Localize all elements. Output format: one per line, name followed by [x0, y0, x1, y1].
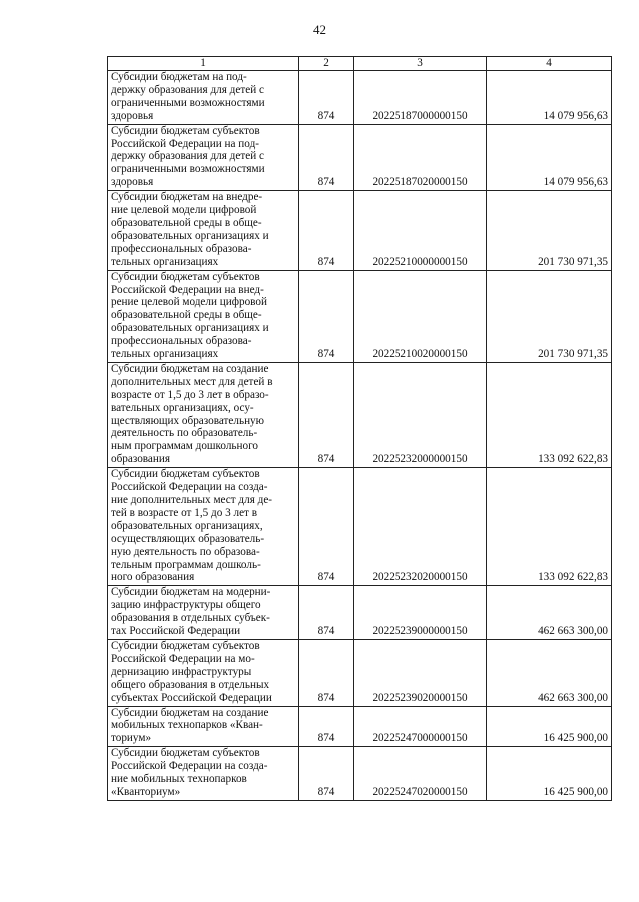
table-row — [108, 270, 612, 362]
budget-table — [107, 56, 612, 801]
table-row — [108, 71, 612, 125]
header-row — [108, 57, 612, 71]
table-body — [108, 71, 612, 801]
kbk-code-cell: 20225232020000150 — [354, 468, 487, 586]
description-cell: Субсидии бюджетам субъектов Российской Федерации на созда- ние дополнительных мест для де- тей в возрасте от 1,5 до 3 лет в образовательных организациях, осуществляющих образователь- ную деятельность по образова- тельным программам дошколь- ного образования — [108, 468, 299, 586]
amount-cell: 133 092 622,83 — [487, 362, 612, 467]
table-row — [108, 706, 612, 747]
table-row — [108, 747, 612, 801]
amount-cell: 462 663 300,00 — [487, 586, 612, 640]
description-cell: Субсидии бюджетам на внедре- ние целевой модели цифровой образовательной среды в обще- образовательных организациях и профессиональных образова- тельных организациях — [108, 191, 299, 270]
kbk-code-cell: 20225247000000150 — [354, 706, 487, 747]
code-cell: 874 — [299, 124, 354, 191]
column-header-3: 3 — [354, 57, 487, 71]
kbk-code-cell: 20225247020000150 — [354, 747, 487, 801]
code-cell: 874 — [299, 639, 354, 706]
kbk-code-cell: 20225210000000150 — [354, 191, 487, 270]
description-cell: Субсидии бюджетам на под- держку образования для детей с ограниченными возможностями здоровья — [108, 71, 299, 125]
kbk-code-cell: 20225187020000150 — [354, 124, 487, 191]
amount-cell: 201 730 971,35 — [487, 191, 612, 270]
table-row — [108, 639, 612, 706]
kbk-code-cell: 20225239000000150 — [354, 586, 487, 640]
amount-cell: 133 092 622,83 — [487, 468, 612, 586]
table-row — [108, 586, 612, 640]
description-cell: Субсидии бюджетам субъектов Российской Федерации на мо- дернизацию инфраструктуры общего образования в отдельных субъектах Российской Федерации — [108, 639, 299, 706]
amount-cell: 16 425 900,00 — [487, 706, 612, 747]
table-row — [108, 468, 612, 586]
amount-cell: 201 730 971,35 — [487, 270, 612, 362]
code-cell: 874 — [299, 270, 354, 362]
kbk-code-cell: 20225239020000150 — [354, 639, 487, 706]
page-number: 42 — [313, 22, 326, 37]
kbk-code-cell: 20225187000000150 — [354, 71, 487, 125]
code-cell: 874 — [299, 191, 354, 270]
amount-cell: 14 079 956,63 — [487, 124, 612, 191]
description-cell: Субсидии бюджетам субъектов Российской Федерации на внед- рение целевой модели цифровой образовательной среды в обще- образовательных организациях и профессиональных образова- тельных организациях — [108, 270, 299, 362]
column-header-4: 4 — [487, 57, 612, 71]
code-cell: 874 — [299, 71, 354, 125]
amount-cell: 462 663 300,00 — [487, 639, 612, 706]
code-cell: 874 — [299, 586, 354, 640]
amount-cell: 16 425 900,00 — [487, 747, 612, 801]
description-cell: Субсидии бюджетам субъектов Российской Федерации на созда- ние мобильных технопарков «Кванториум» — [108, 747, 299, 801]
kbk-code-cell: 20225232000000150 — [354, 362, 487, 467]
column-header-1: 1 — [108, 57, 299, 71]
code-cell: 874 — [299, 706, 354, 747]
code-cell: 874 — [299, 468, 354, 586]
table-row — [108, 124, 612, 191]
table-header — [108, 57, 612, 71]
table-row — [108, 362, 612, 467]
description-cell: Субсидии бюджетам на создание мобильных технопарков «Кван- ториум» — [108, 706, 299, 747]
amount-cell: 14 079 956,63 — [487, 71, 612, 125]
table-row — [108, 191, 612, 270]
code-cell: 874 — [299, 747, 354, 801]
description-cell: Субсидии бюджетам субъектов Российской Федерации на под- держку образования для детей с ограниченными возможностями здоровья — [108, 124, 299, 191]
kbk-code-cell: 20225210020000150 — [354, 270, 487, 362]
code-cell: 874 — [299, 362, 354, 467]
description-cell: Субсидии бюджетам на создание дополнительных мест для детей в возрасте от 1,5 до 3 лет в образо- вательных организациях, осу- ществляющих образовательную деятельность по образователь- ным программам дошкольного образования — [108, 362, 299, 467]
column-header-2: 2 — [299, 57, 354, 71]
description-cell: Субсидии бюджетам на модерни- зацию инфраструктуры общего образования в отдельных субъек- тах Российской Федерации — [108, 586, 299, 640]
